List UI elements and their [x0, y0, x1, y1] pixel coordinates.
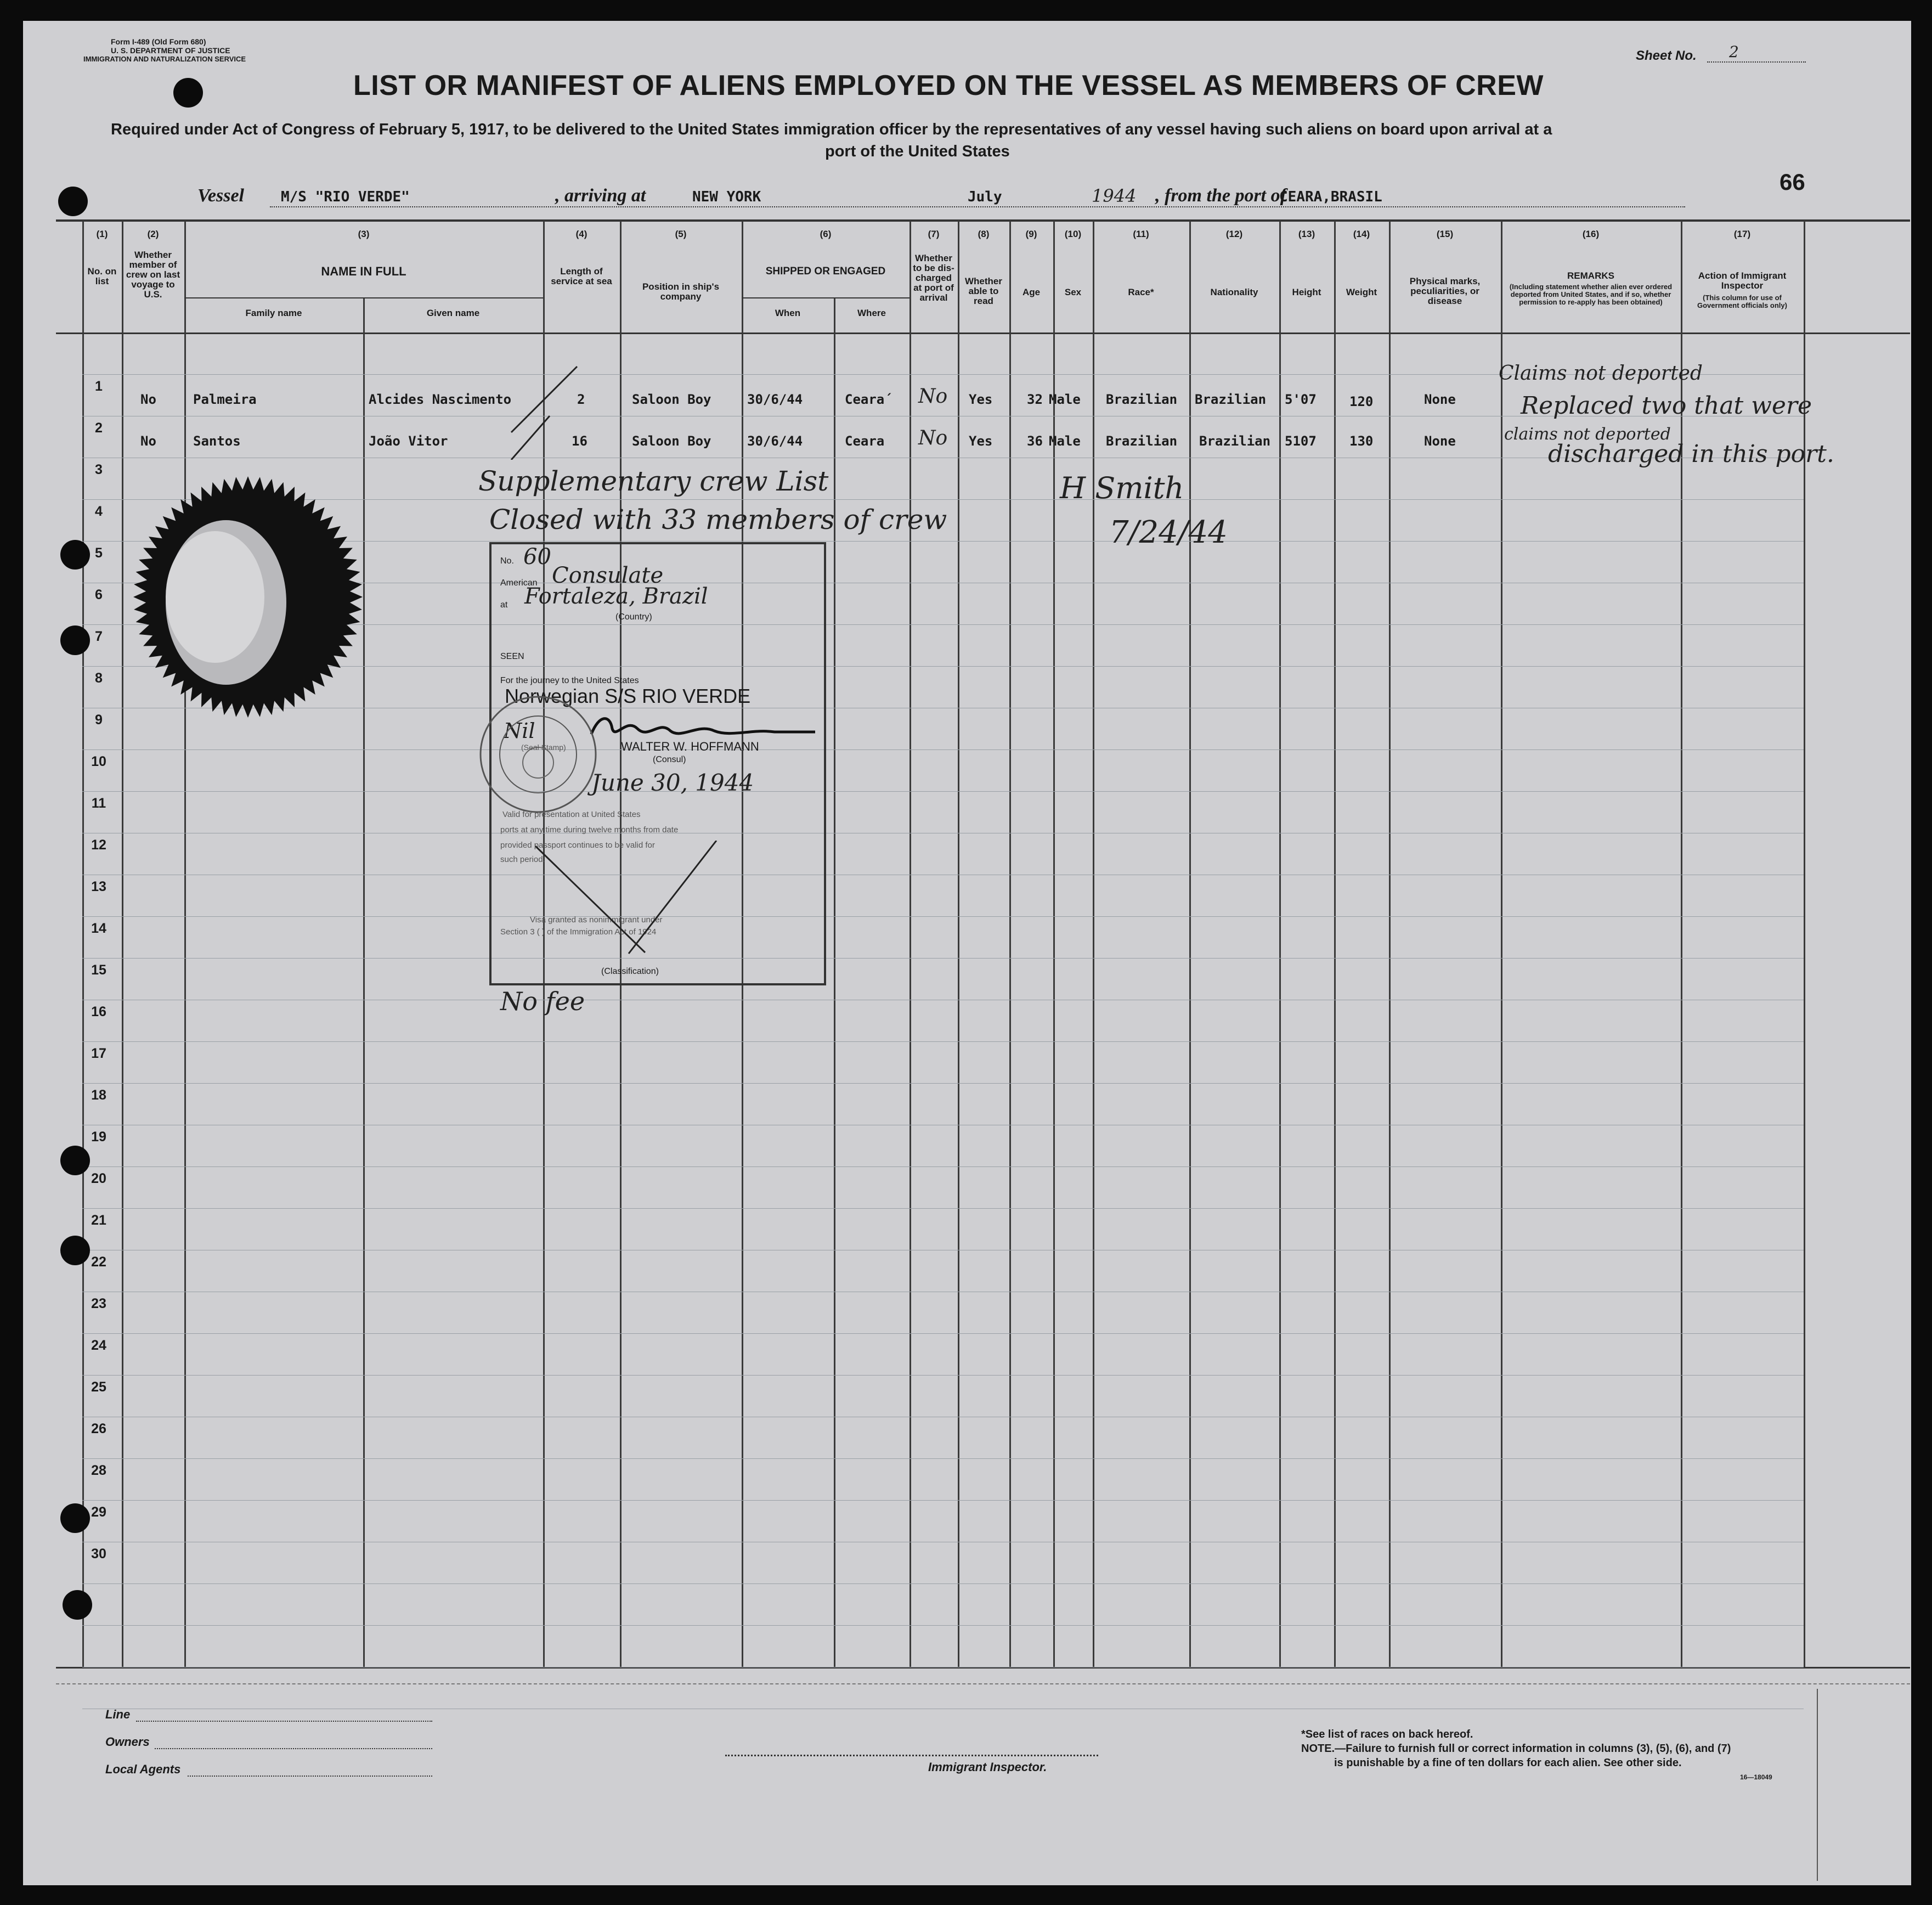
stamp-valid-1: Valid for presentation at United States: [502, 810, 641, 819]
row-number: 18: [91, 1087, 106, 1103]
col-num-5: (5): [675, 229, 687, 239]
row-rule: [82, 1333, 1804, 1334]
col-num-7: (7): [928, 229, 940, 239]
stamp-ship: Norwegian S/S RIO VERDE: [505, 685, 751, 707]
footer-agents-label: Local Agents: [105, 1762, 181, 1776]
seal-stamp-text: (Seal Stamp): [521, 743, 566, 752]
row-rule: [82, 1208, 1804, 1209]
subheader-rule-name: [184, 297, 543, 298]
col-head-remarks-note: (Including statement whether alien ever ordered deported from United States, and if so, whether permission to re-apply has been obtained): [1509, 283, 1673, 306]
stamp-country: (Country): [615, 612, 652, 622]
stamp-cross-out: [535, 841, 722, 956]
page-number: 66: [1780, 169, 1805, 195]
row-number: 13: [91, 879, 106, 894]
row-rule: [82, 1458, 1804, 1459]
page-title: LIST OR MANIFEST OF ALIENS EMPLOYED ON THE VESSEL AS MEMBERS OF CREW: [353, 70, 1544, 102]
col-num-11: (11): [1133, 229, 1149, 239]
footer-owners-label: Owners: [105, 1735, 150, 1749]
footer-dash-rule: [56, 1683, 1910, 1684]
vessel-name: M/S "RIO VERDE": [281, 189, 410, 205]
consulate-stamp: [489, 542, 826, 985]
col-head-age: Age: [1022, 287, 1041, 297]
footer-race-note: *See list of races on back hereof.: [1301, 1728, 1473, 1740]
row-number: 16: [91, 1004, 106, 1019]
row-number: 30: [91, 1546, 106, 1562]
punch-hole: [60, 625, 90, 655]
row-number: 25: [91, 1379, 106, 1395]
footer-inspector-label: Immigrant Inspector.: [928, 1760, 1047, 1774]
stamp-american-label: American: [500, 578, 538, 588]
row-number: 28: [91, 1463, 106, 1478]
table-top-rule: [56, 219, 1910, 222]
row2-prev-voyage: No: [140, 433, 156, 449]
punch-hole: [60, 1503, 90, 1533]
inspector-signature: H Smith: [1060, 471, 1184, 505]
col-num-3: (3): [358, 229, 370, 239]
col-head-given-name: Given name: [426, 308, 480, 318]
row2-age: 36: [1027, 433, 1043, 449]
col-head-where: Where: [857, 308, 886, 318]
row-number: 19: [91, 1129, 106, 1145]
stamp-no-label: No.: [500, 556, 514, 566]
stamp-valid-2: ports at any time during twelve months from date: [500, 825, 679, 835]
col-num-14: (14): [1353, 229, 1370, 239]
row-number: 7: [95, 629, 103, 644]
punch-hole: [173, 78, 203, 108]
row-number: 8: [95, 670, 103, 686]
stamp-consul-name: WALTER W. HOFFMANN: [621, 740, 759, 753]
row-rule: [82, 1583, 1804, 1584]
row-number: 4: [95, 504, 103, 519]
col-head-last-voyage: Whether member of crew on last voyage to U.S.: [126, 250, 180, 300]
row-rule: [82, 916, 1804, 917]
arrival-month: July: [968, 189, 1002, 205]
row2-service: 16: [572, 433, 587, 449]
row-number: 10: [91, 754, 106, 769]
row-number: 22: [91, 1254, 106, 1270]
row1-nationality: Brazilian: [1195, 392, 1267, 407]
row2-when: 30/6/44: [747, 433, 803, 449]
stamp-journey: For the journey to the United States: [500, 676, 639, 685]
col-line: [958, 221, 959, 1667]
row2-sex: Male: [1049, 433, 1081, 449]
subtitle-line1: Required under Act of Congress of February 5, 1917, to be delivered to the United States immigration officer by the representatives of any vessel having such aliens on board upon arrival at a: [111, 121, 1552, 138]
footer-note-2: is punishable by a fine of ten dollars for each alien. See other side.: [1334, 1757, 1682, 1769]
remark-discharged: discharged in this port.: [1548, 440, 1834, 468]
footer-owners-underline: [155, 1748, 432, 1749]
arriving-port: NEW YORK: [692, 189, 761, 205]
remark-claims-not-deported: Claims not deported: [1499, 362, 1703, 385]
col-head-name: NAME IN FULL: [321, 264, 406, 278]
row2-family-name: Santos: [193, 433, 241, 449]
stamp-seen: SEEN: [500, 652, 524, 661]
punch-hole: [63, 1590, 92, 1620]
supplementary-note: Supplementary crew List: [478, 465, 829, 497]
row1-service: 2: [577, 392, 585, 407]
row1-where: Ceara´: [845, 392, 892, 407]
sheet-label: Sheet No.: [1636, 48, 1697, 63]
col-line: [1389, 221, 1391, 1667]
row2-discharged: No: [918, 427, 948, 449]
row1-age: 32: [1027, 392, 1043, 407]
stamp-at-label: at: [500, 600, 508, 610]
checkmark-strokes: [506, 350, 615, 460]
arriving-label: , arriving at: [555, 185, 646, 206]
embossed-seal: [122, 471, 396, 723]
stamp-classification: (Classification): [601, 967, 659, 976]
row1-discharged: No: [918, 385, 948, 408]
sheet-underline: [1707, 61, 1806, 63]
col-num-8: (8): [978, 229, 990, 239]
col-head-position: Position in ship's company: [642, 281, 720, 302]
row-number: 2: [95, 420, 103, 436]
col-head-height: Height: [1292, 287, 1321, 297]
footer-line-label: Line: [105, 1707, 131, 1721]
col-head-race: Race*: [1128, 287, 1154, 297]
footer-form-code: 16—18049: [1740, 1773, 1772, 1781]
row2-nationality: Brazilian: [1199, 433, 1271, 449]
remark-replaced: Replaced two that were: [1521, 392, 1812, 420]
stamp-valid-4: such period.: [500, 855, 545, 864]
row-number: 12: [91, 837, 106, 853]
row-number: 20: [91, 1171, 106, 1186]
right-margin-rule: [1817, 1689, 1818, 1881]
stamp-consul-title: (Consul): [653, 755, 686, 764]
row-rule: [82, 1041, 1804, 1042]
punch-hole: [60, 540, 90, 570]
col-line: [1093, 221, 1094, 1667]
punch-hole: [60, 1236, 90, 1265]
footer-line-underline: [136, 1721, 432, 1722]
col-line: [122, 221, 123, 1667]
col-head-service: Length of service at sea: [551, 266, 612, 286]
col-num-16: (16): [1582, 229, 1600, 239]
row1-read: Yes: [969, 392, 993, 407]
closed-note: Closed with 33 members of crew: [489, 504, 947, 536]
stamp-visa-1: Visa granted as nonimmigrant under: [530, 915, 663, 925]
row1-prev-voyage: No: [140, 392, 156, 407]
departure-port: CEARA,BRASIL: [1279, 189, 1382, 205]
row-number: 24: [91, 1338, 106, 1353]
from-port-label: , from the port of: [1155, 185, 1286, 206]
row2-given-name: João Vitor: [369, 433, 448, 449]
footer-note-1: NOTE.—Failure to furnish full or correct information in columns (3), (5), (6), and (7): [1301, 1743, 1731, 1755]
col-head-weight: Weight: [1346, 287, 1377, 297]
inspector-date: 7/24/44: [1109, 515, 1228, 550]
col-head-inspector: Action of Immigrant Inspector: [1698, 270, 1787, 291]
row-rule: [82, 958, 1804, 959]
row-number: 5: [95, 545, 103, 561]
stamp-date: June 30, 1944: [591, 769, 754, 796]
row-number: 14: [91, 921, 106, 936]
row2-weight: 130: [1349, 433, 1374, 449]
col-num-1: (1): [96, 229, 108, 239]
col-head-shipped: SHIPPED OR ENGAGED: [765, 266, 886, 277]
row-rule: [82, 1625, 1804, 1626]
col-num-12: (12): [1225, 229, 1243, 239]
row1-position: Saloon Boy: [632, 392, 711, 407]
col-head-physical-marks: Physical marks, peculiarities, or disease: [1409, 276, 1481, 306]
col-head-sex: Sex: [1064, 287, 1082, 297]
stamp-fee: Nil: [504, 719, 535, 743]
col-line: [1009, 221, 1011, 1667]
punch-hole: [60, 1146, 90, 1175]
row1-marks: None: [1424, 392, 1456, 407]
row-rule: [82, 1166, 1804, 1167]
row-number: 11: [91, 796, 106, 811]
header-bottom-rule: [56, 332, 1910, 334]
col-num-2: (2): [147, 229, 159, 239]
inspector-signature-line: [725, 1755, 1098, 1756]
row2-race: Brazilian: [1106, 433, 1178, 449]
row-rule: [82, 1500, 1804, 1501]
col-head-no-on-list: No. on list: [87, 266, 117, 286]
row1-family-name: Palmeira: [193, 392, 257, 407]
col-head-nationality: Nationality: [1210, 287, 1258, 297]
col-line: [1804, 221, 1805, 1667]
col-head-remarks: REMARKS: [1567, 270, 1614, 281]
form-id-line3: IMMIGRATION AND NATURALIZATION SERVICE: [83, 55, 246, 63]
row1-when: 30/6/44: [747, 392, 803, 407]
arrival-year: 1944: [1092, 185, 1137, 206]
stamp-consulate: Consulate: [552, 563, 664, 588]
row-rule: [82, 791, 1804, 792]
col-head-when: When: [775, 308, 801, 318]
row-number: 15: [91, 962, 106, 978]
col-num-17: (17): [1733, 229, 1751, 239]
col-num-6: (6): [820, 229, 832, 239]
row-rule: [82, 1375, 1804, 1376]
no-fee-note: No fee: [500, 987, 585, 1016]
form-id-line2: U. S. DEPARTMENT OF JUSTICE: [111, 46, 230, 55]
row-number: 6: [95, 587, 103, 602]
col-num-9: (9): [1025, 229, 1037, 239]
col-line: [1681, 221, 1682, 1667]
row-number: 9: [95, 712, 103, 728]
row-number: 3: [95, 462, 103, 477]
subheader-rule-shipped: [742, 297, 909, 298]
col-line: [184, 221, 186, 1667]
row1-height: 5'07: [1285, 392, 1317, 407]
row2-height: 5107: [1285, 433, 1317, 449]
stamp-location: Fortaleza, Brazil: [524, 584, 708, 609]
form-id-line1: Form I-489 (Old Form 680): [111, 37, 206, 46]
col-line: [834, 297, 835, 1667]
row2-marks: None: [1424, 433, 1456, 449]
col-head-discharged: Whether to be dis-charged at port of arrival: [913, 253, 954, 303]
row1-race: Brazilian: [1106, 392, 1178, 407]
col-head-inspector-note: (This column for use of Government officials only): [1697, 294, 1787, 309]
row-number: 1: [95, 379, 103, 394]
row1-weight: 120: [1349, 394, 1374, 409]
col-line: [82, 221, 84, 1667]
stamp-visa-2: Section 3 ( ) of the Immigration Act of 1924: [500, 927, 657, 937]
row-rule: [82, 749, 1804, 750]
punch-hole: [58, 187, 88, 216]
row-number: 23: [91, 1296, 106, 1311]
col-line: [1189, 221, 1191, 1667]
consulate-seal: [475, 691, 601, 818]
row-number: 21: [91, 1213, 106, 1228]
col-head-read: Whether able to read: [965, 276, 1002, 306]
row2-where: Ceara: [845, 433, 885, 449]
manifest-page: [23, 21, 1911, 1885]
stamp-no-value: 60: [523, 544, 551, 570]
stamp-valid-3: provided passport continues to be valid for: [500, 841, 655, 850]
col-num-10: (10): [1064, 229, 1082, 239]
col-head-family-name: Family name: [245, 308, 302, 318]
row-number: 17: [91, 1046, 106, 1061]
col-line: [1279, 221, 1281, 1667]
footer-agents-underline: [188, 1776, 432, 1777]
row-number: 29: [91, 1504, 106, 1520]
col-num-15: (15): [1436, 229, 1454, 239]
row1-sex: Male: [1049, 392, 1081, 407]
row2-position: Saloon Boy: [632, 433, 711, 449]
vessel-underline: [270, 206, 1685, 207]
row1-given-name: Alcides Nascimento: [369, 392, 512, 407]
row2-read: Yes: [969, 433, 993, 449]
col-num-13: (13): [1298, 229, 1315, 239]
row-number: 26: [91, 1421, 106, 1436]
col-line: [1501, 221, 1502, 1667]
col-num-4: (4): [575, 229, 587, 239]
col-line: [909, 221, 911, 1667]
row-rule: [82, 1083, 1804, 1084]
vessel-label: Vessel: [197, 185, 244, 206]
sheet-number: 2: [1729, 43, 1739, 61]
col-line: [1334, 221, 1336, 1667]
remark-claims-2: claims not deported: [1504, 425, 1671, 444]
subtitle-line2: port of the United States: [825, 143, 1010, 160]
